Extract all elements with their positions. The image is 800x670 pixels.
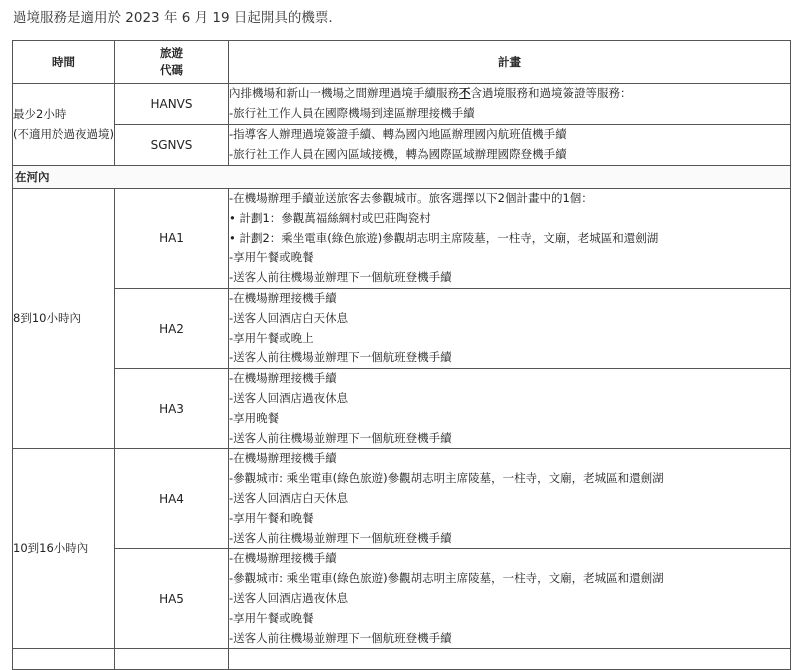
code-cell-ha2: HA2	[115, 288, 229, 368]
plan-line: -參觀城市: 乘坐電車(綠色旅遊)參觀胡志明主席陵墓，一柱寺，文廟，老城區和還劍湖	[229, 571, 664, 586]
plan-line: -在機場辦理接機手續	[229, 551, 337, 566]
header-plan: 計畫	[229, 41, 791, 84]
transit-plan-table	[12, 40, 791, 670]
plan-line: -享用午餐或晚上	[229, 330, 314, 345]
plan-line: -送客人前往機場並辦理下一個航班登機手續	[229, 350, 452, 365]
table-row-ha5	[13, 549, 791, 649]
plan-cell-ha4	[229, 449, 791, 549]
short-transit-header-emph: 不	[459, 86, 471, 101]
section-title-hanoi: 在河內	[13, 166, 791, 189]
plan-line: -送客人前往機場並辦理下一個航班登機手續	[229, 630, 452, 645]
plan-cell-sgnvs	[229, 125, 791, 166]
plan-cell-ha2	[229, 288, 791, 368]
section-row-hanoi	[13, 166, 791, 189]
plan-line: -旅行社工作人員在國際機場到達區辦理接機手續	[229, 106, 475, 120]
header-code-line2: 代碼	[160, 63, 183, 77]
cutoff-cell	[115, 649, 229, 670]
plan-line: -指導客人辦理過境簽證手續、轉為國內地區辦理國內航班值機手續	[229, 127, 567, 142]
time-cell-10-16h: 10到16小時內	[13, 449, 115, 649]
code-cell-ha3: HA3	[115, 369, 229, 449]
table-row-sgnvs	[13, 125, 791, 166]
plan-line: -在機場辦理手續並送旅客去參觀城市。旅客選擇以下2個計畫中的1個：	[229, 191, 593, 205]
plan-line: -享用午餐和晚餐	[229, 510, 314, 525]
plan-line: • 計劃2：乘坐電車(綠色旅遊)參觀胡志明主席陵墓，一柱寺，文廟，老城區和還劍湖	[229, 230, 659, 245]
plan-cell-hanvs	[229, 84, 791, 125]
table-row-ha1	[13, 189, 791, 289]
plan-line: -享用晚餐	[229, 410, 280, 425]
table-row-hanvs	[13, 84, 791, 125]
code-cell-ha1: HA1	[115, 189, 229, 289]
plan-line: -送客人回酒店白天休息	[229, 310, 349, 325]
plan-line: -送客人前往機場並辦理下一個航班登機手續	[229, 430, 452, 445]
plan-line: -參觀城市: 乘坐電車(綠色旅遊)參觀胡志明主席陵墓，一柱寺，文廟，老城區和還劍湖	[229, 471, 664, 486]
plan-line: -送客人前往機場並辦理下一個航班登機手續	[229, 270, 452, 285]
plan-cell-ha3	[229, 369, 791, 449]
time-cell-8-10h: 8到10小時內	[13, 189, 115, 449]
plan-cell-ha5	[229, 549, 791, 649]
short-transit-header-after: 含過境服務和過境簽證等服務：	[470, 86, 632, 101]
plan-line: • 計劃1：參觀萬福絲綢村或巴莊陶瓷村	[229, 210, 431, 225]
table-row-cutoff	[13, 649, 791, 670]
table-row-ha3	[13, 369, 791, 449]
header-code-line1: 旅遊	[160, 46, 183, 60]
plan-cell-ha1	[229, 189, 791, 289]
plan-line: -享用午餐或晚餐	[229, 250, 314, 265]
short-transit-header-before: 內排機場和新山一機場之間辦理過境手續服務	[229, 86, 459, 101]
cutoff-cell	[229, 649, 791, 670]
time-min2h-line1: 最少2小時	[13, 106, 67, 121]
plan-line: -在機場辦理接機手續	[229, 371, 337, 386]
plan-line: -旅行社工作人員在國內區域接機，轉為國際區域辦理國際登機手續	[229, 147, 567, 161]
plan-line: -送客人回酒店過夜休息	[229, 390, 349, 405]
plan-line: -享用午餐或晚餐	[229, 610, 314, 625]
plan-line: -送客人回酒店過夜休息	[229, 590, 349, 605]
plan-line: -送客人回酒店白天休息	[229, 490, 349, 505]
intro-text: 過境服務是適用於 2023 年 6 月 19 日起開具的機票.	[13, 10, 333, 26]
code-cell-ha5: HA5	[115, 549, 229, 649]
plan-line: -送客人前往機場並辦理下一個航班登機手續	[229, 530, 452, 545]
header-time: 時間	[13, 41, 115, 84]
table-row-ha4	[13, 449, 791, 549]
time-cell-min2h	[13, 84, 115, 166]
code-cell-sgnvs: SGNVS	[115, 125, 229, 166]
plan-line: -在機場辦理接機手續	[229, 290, 337, 305]
short-transit-header	[229, 84, 790, 104]
header-row	[13, 41, 791, 84]
plan-line: -在機場辦理接機手續	[229, 451, 337, 466]
table-row-ha2	[13, 288, 791, 368]
time-min2h-line2: (不適用於過夜過境)	[13, 126, 114, 141]
cutoff-cell	[13, 649, 115, 670]
code-cell-ha4: HA4	[115, 449, 229, 549]
code-cell-hanvs: HANVS	[115, 84, 229, 125]
header-code	[115, 41, 229, 84]
